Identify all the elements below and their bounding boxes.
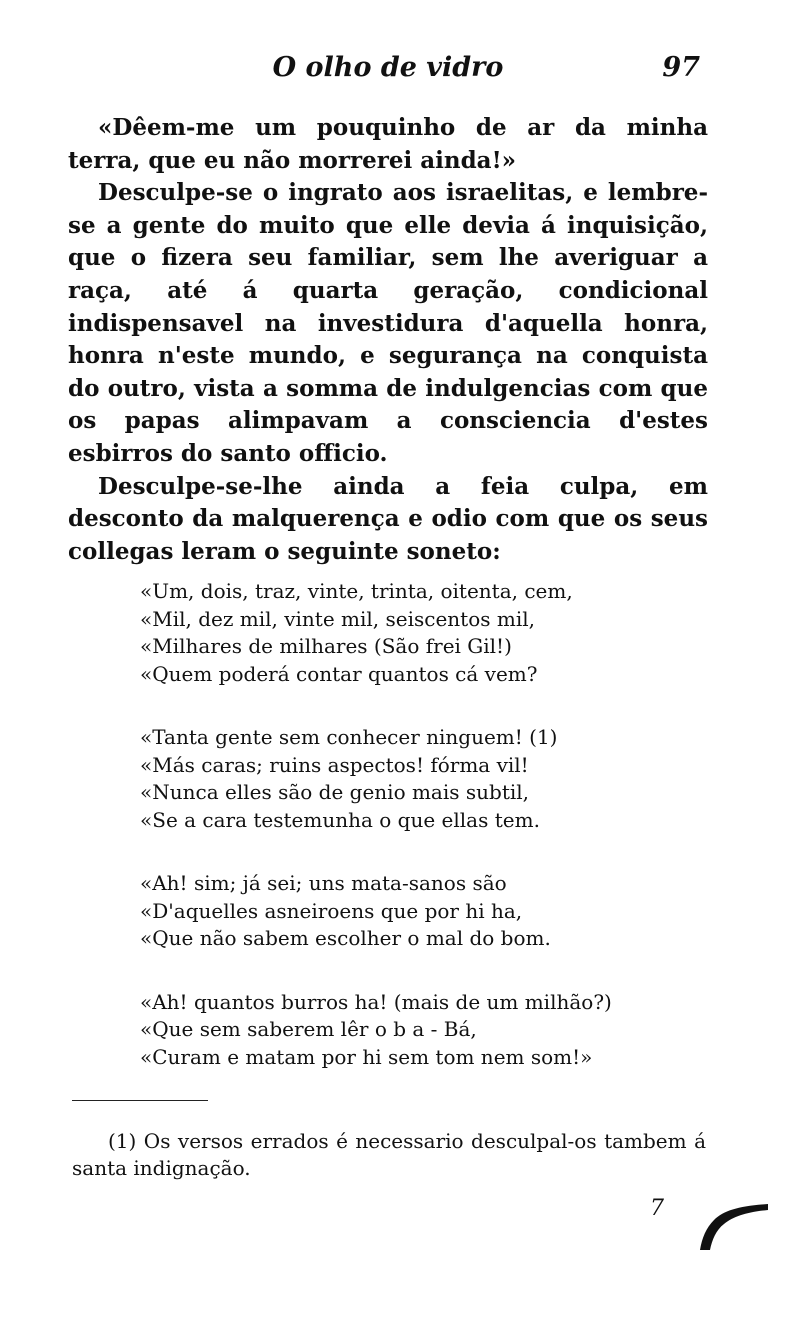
- signature-number: 7: [650, 1196, 664, 1221]
- verse-line: «D'aquelles asneiroens que por hi ha,: [140, 898, 523, 923]
- verse-line: «Más caras; ruins aspectos! fórma vil!: [140, 752, 529, 777]
- stanza: [140, 578, 660, 688]
- verse-line: «Um, dois, traz, vinte, trinta, oitenta, cem,: [140, 579, 573, 603]
- prose-body: [68, 112, 708, 568]
- verse-line: «Ah! sim; já sei; uns mata-sanos são: [140, 871, 507, 895]
- sonnet: [140, 578, 660, 1107]
- verse-line: «Quem poderá contar quantos cá vem?: [140, 661, 538, 686]
- verse-line: «Milhares de milhares (São frei Gil!): [140, 634, 512, 658]
- page-number: 97: [662, 52, 700, 83]
- verse-line: «Nunca elles são de genio mais subtil,: [140, 780, 530, 804]
- verse-line: «Que sem saberem lêr o b a - Bá,: [140, 1017, 477, 1041]
- paragraph: Desculpe-se-lhe ainda a feia culpa, em desconto da malquerença e odio com que os seus collegas leram o seguinte soneto:: [68, 472, 708, 565]
- stanza: [140, 724, 660, 834]
- footnote: [72, 1128, 706, 1182]
- verse-line: «Que não sabem escolher o mal do bom.: [140, 926, 551, 950]
- page-header: [68, 50, 708, 90]
- stanza: [140, 989, 660, 1072]
- running-title: O olho de vidro: [272, 52, 504, 83]
- verse-line: «Curam e matam por hi sem tom nem som!»: [140, 1044, 593, 1069]
- verse-line: «Ah! quantos burros ha! (mais de um milhão?): [140, 989, 612, 1014]
- verse-line: «Se a cara testemunha o que ellas tem.: [140, 807, 540, 832]
- stanza: [140, 870, 660, 953]
- paragraph: Desculpe-se o ingrato aos israelitas, e lembre-se a gente do muito que elle devia á inquisição, que o fizera seu familiar, sem lhe averiguar a raça, até á quarta geração, condicional indispensavel na investidura d'aquella honra, honra n'este mundo, e segurança na conquista do outro, vista a somma de indulgencias com que os papas alimpavam a consciencia d'estes esbirros do santo officio.: [68, 179, 708, 467]
- ink-smudge-icon: [694, 1200, 770, 1252]
- footnote-divider: [72, 1100, 208, 1101]
- verse-line: «Tanta gente sem conhecer ninguem! (1): [140, 725, 558, 749]
- verse-line: «Mil, dez mil, vinte mil, seiscentos mil,: [140, 606, 535, 631]
- footnote-text: (1) Os versos errados é necessario desculpal-os tambem á santa indignação.: [72, 1129, 706, 1180]
- paragraph: «Dêem-me um pouquinho de ar da minha terra, que eu não morrerei ainda!»: [68, 114, 708, 174]
